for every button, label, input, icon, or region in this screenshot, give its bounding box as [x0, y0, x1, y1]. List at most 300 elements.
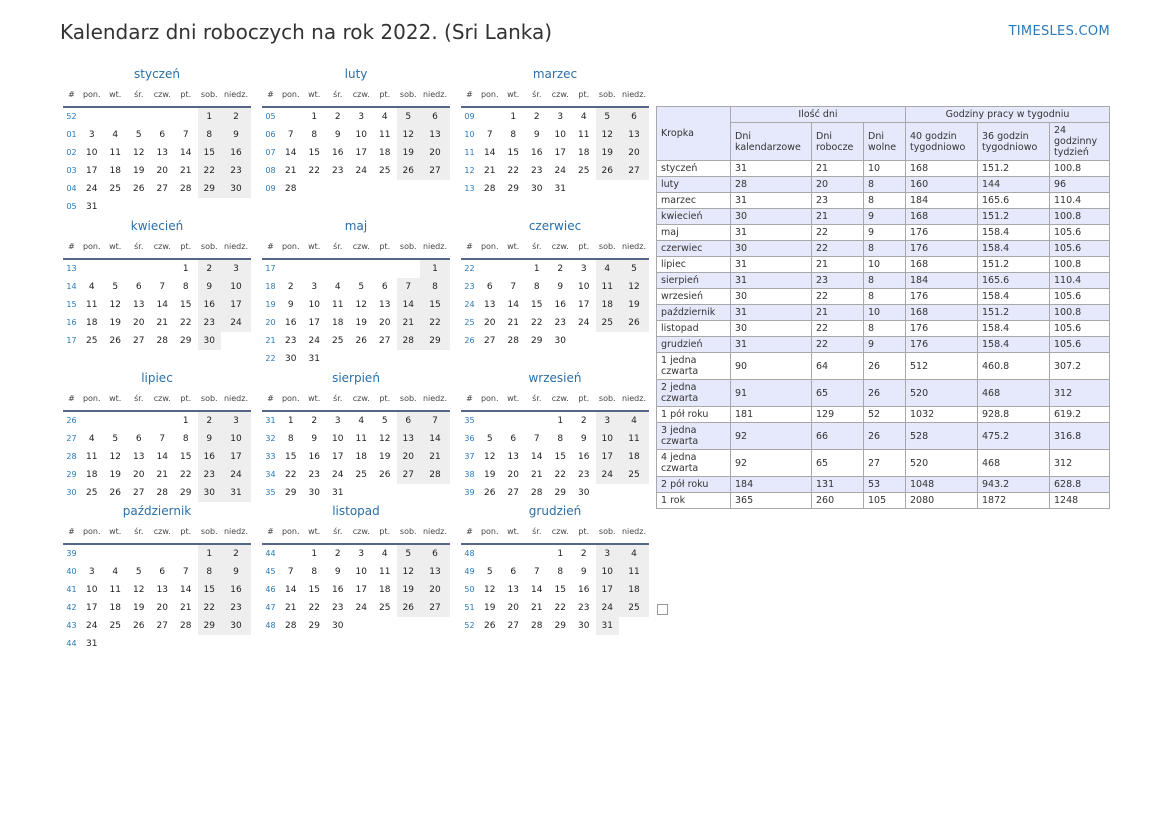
day-cell — [502, 412, 526, 430]
day-cell — [596, 332, 620, 350]
day-cell: 21 — [531, 470, 543, 480]
weekday-label: pt. — [180, 242, 192, 251]
value-cell: 168 — [906, 161, 978, 177]
day-cell: 12 — [379, 434, 391, 444]
day-cell: 23 — [198, 314, 222, 332]
day-cell: 21 — [156, 318, 168, 328]
day-cell: 16 — [221, 581, 251, 599]
table-row — [657, 493, 1110, 509]
day-cell: 16 — [578, 585, 590, 595]
day-cell: 5 — [135, 130, 142, 140]
day-cell: 21 — [420, 448, 450, 466]
day-cell: 29 — [180, 488, 192, 498]
day-cell: 15 — [180, 452, 192, 462]
day-cell: 11 — [86, 452, 98, 462]
day-cell — [127, 108, 151, 126]
day-cell — [420, 484, 450, 502]
day-cell: 29 — [554, 488, 566, 498]
day-cell: 3 — [221, 412, 251, 430]
day-cell — [350, 484, 374, 502]
value-cell: 176 — [906, 225, 978, 241]
day-cell: 13 — [156, 585, 168, 595]
day-cell: 29 — [198, 180, 222, 198]
weekday-label: # — [267, 242, 274, 251]
period-cell: październik — [657, 305, 731, 321]
day-cell — [279, 108, 303, 126]
week-number: 48 — [265, 621, 276, 630]
day-cell: 9 — [221, 126, 251, 144]
weekday-header — [262, 388, 450, 412]
table-row — [657, 193, 1110, 209]
day-cell: 30 — [554, 336, 566, 346]
day-cell: 12 — [484, 452, 496, 462]
header-40h: 40 godzin tygodniowo — [906, 123, 978, 161]
week-number: 15 — [66, 300, 77, 309]
weekday-label: sob. — [200, 394, 218, 403]
value-cell: 64 — [812, 353, 864, 380]
day-cell: 9 — [198, 430, 222, 448]
day-cell: 5 — [619, 260, 649, 278]
day-cell — [127, 635, 151, 653]
week-number: 01 — [66, 130, 77, 139]
day-cell: 22 — [198, 599, 222, 617]
day-cell: 7 — [533, 567, 540, 577]
value-cell: 52 — [864, 407, 906, 423]
day-cell: 25 — [578, 166, 590, 176]
month-name: sierpień — [332, 371, 380, 385]
day-cell: 23 — [221, 599, 251, 617]
day-cell: 12 — [397, 563, 421, 581]
day-cell: 13 — [507, 585, 519, 595]
weekday-label: śr. — [532, 527, 542, 536]
weekday-label: czw. — [153, 394, 171, 403]
day-cell — [596, 180, 620, 198]
week-row — [461, 581, 649, 599]
day-cell: 18 — [109, 603, 121, 613]
day-cell — [397, 484, 421, 502]
day-cell: 31 — [554, 184, 566, 194]
weekday-label: niedz. — [621, 90, 647, 99]
day-cell: 15 — [507, 148, 519, 158]
day-cell — [279, 260, 303, 278]
day-cell: 29 — [180, 336, 192, 346]
week-number: 12 — [464, 166, 475, 175]
week-number: 09 — [265, 184, 276, 193]
day-cell: 11 — [109, 585, 121, 595]
day-cell: 15 — [420, 296, 450, 314]
value-cell: 475.2 — [978, 423, 1050, 450]
day-cell: 20 — [420, 581, 450, 599]
week-row — [262, 180, 450, 198]
day-cell: 6 — [135, 282, 142, 292]
value-cell: 8 — [864, 193, 906, 209]
day-cell: 4 — [580, 112, 587, 122]
day-cell: 10 — [596, 430, 620, 448]
value-cell: 151.2 — [978, 257, 1050, 273]
value-cell: 165.6 — [978, 273, 1050, 289]
weekday-label: niedz. — [621, 242, 647, 251]
value-cell: 23 — [812, 193, 864, 209]
header-24h: 24 godzinny tydzień — [1050, 123, 1110, 161]
day-cell: 28 — [420, 466, 450, 484]
weekday-header — [63, 388, 251, 412]
value-cell: 184 — [906, 193, 978, 209]
weekday-label: czw. — [551, 527, 569, 536]
value-cell: 165.6 — [978, 193, 1050, 209]
week-row — [262, 599, 450, 617]
weekday-label: czw. — [352, 90, 370, 99]
weekday-label: pon. — [480, 394, 499, 403]
day-cell: 1 — [557, 549, 564, 559]
day-cell — [373, 617, 397, 635]
day-cell: 1 — [182, 264, 189, 274]
week-number: 40 — [66, 567, 77, 576]
weekday-label: czw. — [153, 242, 171, 251]
value-cell: 31 — [731, 305, 812, 321]
week-row — [63, 466, 251, 484]
value-cell: 619.2 — [1050, 407, 1110, 423]
day-cell: 25 — [86, 488, 98, 498]
value-cell: 316.8 — [1050, 423, 1110, 450]
week-row — [461, 466, 649, 484]
week-row — [63, 278, 251, 296]
day-cell: 28 — [180, 184, 192, 194]
value-cell: 1872 — [978, 493, 1050, 509]
day-cell: 2 — [198, 412, 222, 430]
day-cell: 17 — [308, 318, 320, 328]
value-cell: 10 — [864, 257, 906, 273]
day-cell: 17 — [332, 452, 344, 462]
day-cell: 15 — [308, 148, 320, 158]
day-cell: 18 — [596, 296, 620, 314]
week-number: 06 — [265, 130, 276, 139]
day-cell: 12 — [133, 148, 145, 158]
month-calendar — [461, 501, 649, 635]
day-cell: 18 — [355, 452, 367, 462]
day-cell: 28 — [397, 332, 421, 350]
day-cell: 1 — [198, 545, 222, 563]
day-cell: 9 — [334, 130, 341, 140]
value-cell: 1048 — [906, 477, 978, 493]
weekday-label: pon. — [82, 394, 101, 403]
day-cell: 10 — [308, 300, 320, 310]
weekday-label: czw. — [352, 527, 370, 536]
day-cell: 30 — [578, 621, 590, 631]
value-cell: 184 — [731, 477, 812, 493]
day-cell: 11 — [619, 430, 649, 448]
day-cell — [221, 198, 251, 216]
day-cell: 10 — [355, 567, 367, 577]
week-number: 07 — [265, 148, 276, 157]
week-number: 42 — [66, 603, 77, 612]
day-cell: 10 — [554, 130, 566, 140]
day-cell: 20 — [619, 144, 649, 162]
day-cell: 6 — [510, 567, 517, 577]
day-cell: 12 — [133, 585, 145, 595]
day-cell: 21 — [156, 470, 168, 480]
week-row — [461, 617, 649, 635]
day-cell: 27 — [619, 162, 649, 180]
week-number: 50 — [464, 585, 475, 594]
week-row — [461, 108, 649, 126]
day-cell: 17 — [578, 300, 590, 310]
week-row — [63, 581, 251, 599]
day-cell: 25 — [619, 466, 649, 484]
week-number: 08 — [265, 166, 276, 175]
value-cell: 158.4 — [978, 321, 1050, 337]
day-cell: 3 — [596, 412, 620, 430]
value-cell: 460.8 — [978, 353, 1050, 380]
weekday-header — [461, 388, 649, 412]
day-cell — [80, 545, 104, 563]
table-row — [657, 161, 1110, 177]
day-cell — [619, 332, 649, 350]
weekday-label: wt. — [507, 394, 520, 403]
value-cell: 628.8 — [1050, 477, 1110, 493]
value-cell: 9 — [864, 209, 906, 225]
day-cell: 12 — [619, 278, 649, 296]
week-number: 32 — [265, 434, 276, 443]
day-cell: 31 — [596, 617, 620, 635]
weekday-label: czw. — [551, 242, 569, 251]
period-cell: grudzień — [657, 337, 731, 353]
weekday-label: sob. — [598, 90, 616, 99]
week-row — [262, 260, 450, 278]
day-cell: 8 — [311, 567, 318, 577]
value-cell: 91 — [731, 380, 812, 407]
day-cell — [151, 545, 175, 563]
page-title: Kalendarz dni roboczych na rok 2022. (Sri Lanka) — [60, 20, 553, 44]
day-cell: 25 — [379, 603, 391, 613]
week-number: 46 — [265, 585, 276, 594]
week-number: 23 — [464, 282, 475, 291]
day-cell: 2 — [580, 549, 587, 559]
day-cell — [80, 260, 104, 278]
day-cell: 13 — [420, 126, 450, 144]
day-cell: 16 — [578, 452, 590, 462]
day-cell: 5 — [112, 282, 119, 292]
day-cell: 20 — [133, 470, 145, 480]
weekday-label: pt. — [578, 90, 590, 99]
value-cell: 10 — [864, 161, 906, 177]
value-cell: 92 — [731, 450, 812, 477]
week-row — [461, 278, 649, 296]
week-row — [461, 563, 649, 581]
day-cell: 22 — [308, 166, 320, 176]
day-cell: 27 — [507, 621, 519, 631]
weekday-label: pon. — [281, 394, 300, 403]
day-cell — [151, 198, 175, 216]
day-cell: 6 — [397, 412, 421, 430]
value-cell: 520 — [906, 380, 978, 407]
day-cell: 21 — [180, 603, 192, 613]
value-cell: 365 — [731, 493, 812, 509]
weekday-label: sob. — [598, 394, 616, 403]
week-row — [262, 314, 450, 332]
day-cell: 30 — [221, 180, 251, 198]
day-cell: 24 — [332, 470, 344, 480]
period-cell: czerwiec — [657, 241, 731, 257]
weekday-label: wt. — [109, 90, 122, 99]
period-cell: 2 jedna czwarta — [657, 380, 731, 407]
value-cell: 8 — [864, 321, 906, 337]
day-cell: 1 — [182, 416, 189, 426]
period-cell: maj — [657, 225, 731, 241]
day-cell: 3 — [334, 416, 341, 426]
day-cell: 9 — [311, 434, 318, 444]
day-cell: 17 — [355, 585, 367, 595]
value-cell: 158.4 — [978, 337, 1050, 353]
weekday-label: wt. — [308, 527, 321, 536]
weekday-label: sob. — [598, 527, 616, 536]
day-cell: 27 — [420, 599, 450, 617]
day-cell: 8 — [420, 278, 450, 296]
day-cell: 24 — [554, 166, 566, 176]
day-cell: 30 — [221, 617, 251, 635]
weekday-label: śr. — [532, 90, 542, 99]
day-cell: 1 — [311, 112, 318, 122]
day-cell: 11 — [596, 278, 620, 296]
value-cell: 22 — [812, 289, 864, 305]
month-name: listopad — [332, 504, 380, 518]
table-row — [657, 407, 1110, 423]
day-cell: 1 — [287, 416, 294, 426]
day-cell: 24 — [86, 621, 98, 631]
week-row — [262, 412, 450, 430]
brand-link[interactable]: TIMESLES.COM — [1008, 24, 1110, 39]
day-cell: 24 — [355, 166, 367, 176]
day-cell — [420, 350, 450, 368]
day-cell: 4 — [619, 545, 649, 563]
day-cell: 8 — [557, 434, 564, 444]
day-cell — [478, 545, 502, 563]
day-cell — [397, 617, 421, 635]
day-cell: 17 — [596, 448, 620, 466]
day-cell: 18 — [578, 148, 590, 158]
day-cell: 7 — [159, 434, 166, 444]
week-number: 21 — [265, 336, 276, 345]
week-row — [262, 126, 450, 144]
day-cell: 17 — [221, 296, 251, 314]
period-cell: listopad — [657, 321, 731, 337]
weekday-header — [461, 236, 649, 260]
value-cell: 110.4 — [1050, 273, 1110, 289]
day-cell: 29 — [308, 621, 320, 631]
day-cell: 14 — [180, 585, 192, 595]
day-cell: 4 — [112, 567, 119, 577]
week-row — [461, 599, 649, 617]
value-cell: 20 — [812, 177, 864, 193]
day-cell: 28 — [507, 336, 519, 346]
value-cell: 168 — [906, 257, 978, 273]
day-cell: 31 — [308, 354, 320, 364]
day-cell: 26 — [484, 488, 496, 498]
day-cell: 14 — [484, 148, 496, 158]
weekday-label: czw. — [153, 527, 171, 536]
value-cell: 28 — [731, 177, 812, 193]
day-cell — [279, 545, 303, 563]
day-cell: 30 — [198, 332, 222, 350]
day-cell: 23 — [332, 603, 344, 613]
week-row — [461, 332, 649, 350]
day-cell: 16 — [308, 452, 320, 462]
day-cell: 8 — [182, 434, 189, 444]
day-cell: 6 — [486, 282, 493, 292]
weekday-header — [461, 521, 649, 545]
day-cell: 7 — [287, 130, 294, 140]
day-cell: 21 — [531, 603, 543, 613]
value-cell: 512 — [906, 353, 978, 380]
day-cell: 25 — [379, 166, 391, 176]
week-row — [262, 162, 450, 180]
month-calendar — [461, 216, 649, 350]
value-cell: 21 — [812, 257, 864, 273]
day-cell: 23 — [578, 470, 590, 480]
table-row — [657, 337, 1110, 353]
day-cell: 28 — [156, 336, 168, 346]
day-cell: 8 — [182, 282, 189, 292]
day-cell: 9 — [533, 130, 540, 140]
day-cell — [350, 260, 374, 278]
month-name: grudzień — [528, 504, 582, 518]
weekday-label: # — [68, 527, 75, 536]
value-cell: 312 — [1050, 450, 1110, 477]
value-cell: 1032 — [906, 407, 978, 423]
day-cell: 7 — [533, 434, 540, 444]
value-cell: 22 — [812, 241, 864, 257]
table-row — [657, 177, 1110, 193]
week-row — [262, 545, 450, 563]
week-number: 49 — [464, 567, 475, 576]
day-cell: 7 — [420, 412, 450, 430]
day-cell: 18 — [619, 581, 649, 599]
day-cell: 18 — [109, 166, 121, 176]
week-number: 19 — [265, 300, 276, 309]
week-row — [262, 581, 450, 599]
day-cell: 27 — [484, 336, 496, 346]
day-cell — [326, 350, 350, 368]
day-cell: 12 — [397, 126, 421, 144]
day-cell: 6 — [619, 108, 649, 126]
day-cell — [104, 412, 128, 430]
day-cell: 16 — [332, 148, 344, 158]
week-number: 22 — [265, 354, 276, 363]
day-cell: 19 — [397, 144, 421, 162]
day-cell — [397, 350, 421, 368]
month-name: lipiec — [141, 371, 173, 385]
day-cell: 27 — [133, 336, 145, 346]
weekday-label: pt. — [180, 394, 192, 403]
day-cell — [572, 332, 596, 350]
week-number: 17 — [265, 264, 276, 273]
month-calendar — [63, 368, 251, 502]
day-cell: 23 — [221, 162, 251, 180]
day-cell: 13 — [484, 300, 496, 310]
checkbox[interactable] — [657, 604, 668, 615]
day-cell: 12 — [484, 585, 496, 595]
week-row — [63, 296, 251, 314]
day-cell: 5 — [112, 434, 119, 444]
week-number: 13 — [66, 264, 77, 273]
value-cell: 100.8 — [1050, 209, 1110, 225]
weekday-label: sob. — [200, 242, 218, 251]
week-number: 02 — [66, 148, 77, 157]
day-cell — [151, 260, 175, 278]
weekday-label: niedz. — [621, 394, 647, 403]
value-cell: 105.6 — [1050, 289, 1110, 305]
day-cell: 8 — [533, 282, 540, 292]
weekday-label: wt. — [308, 90, 321, 99]
